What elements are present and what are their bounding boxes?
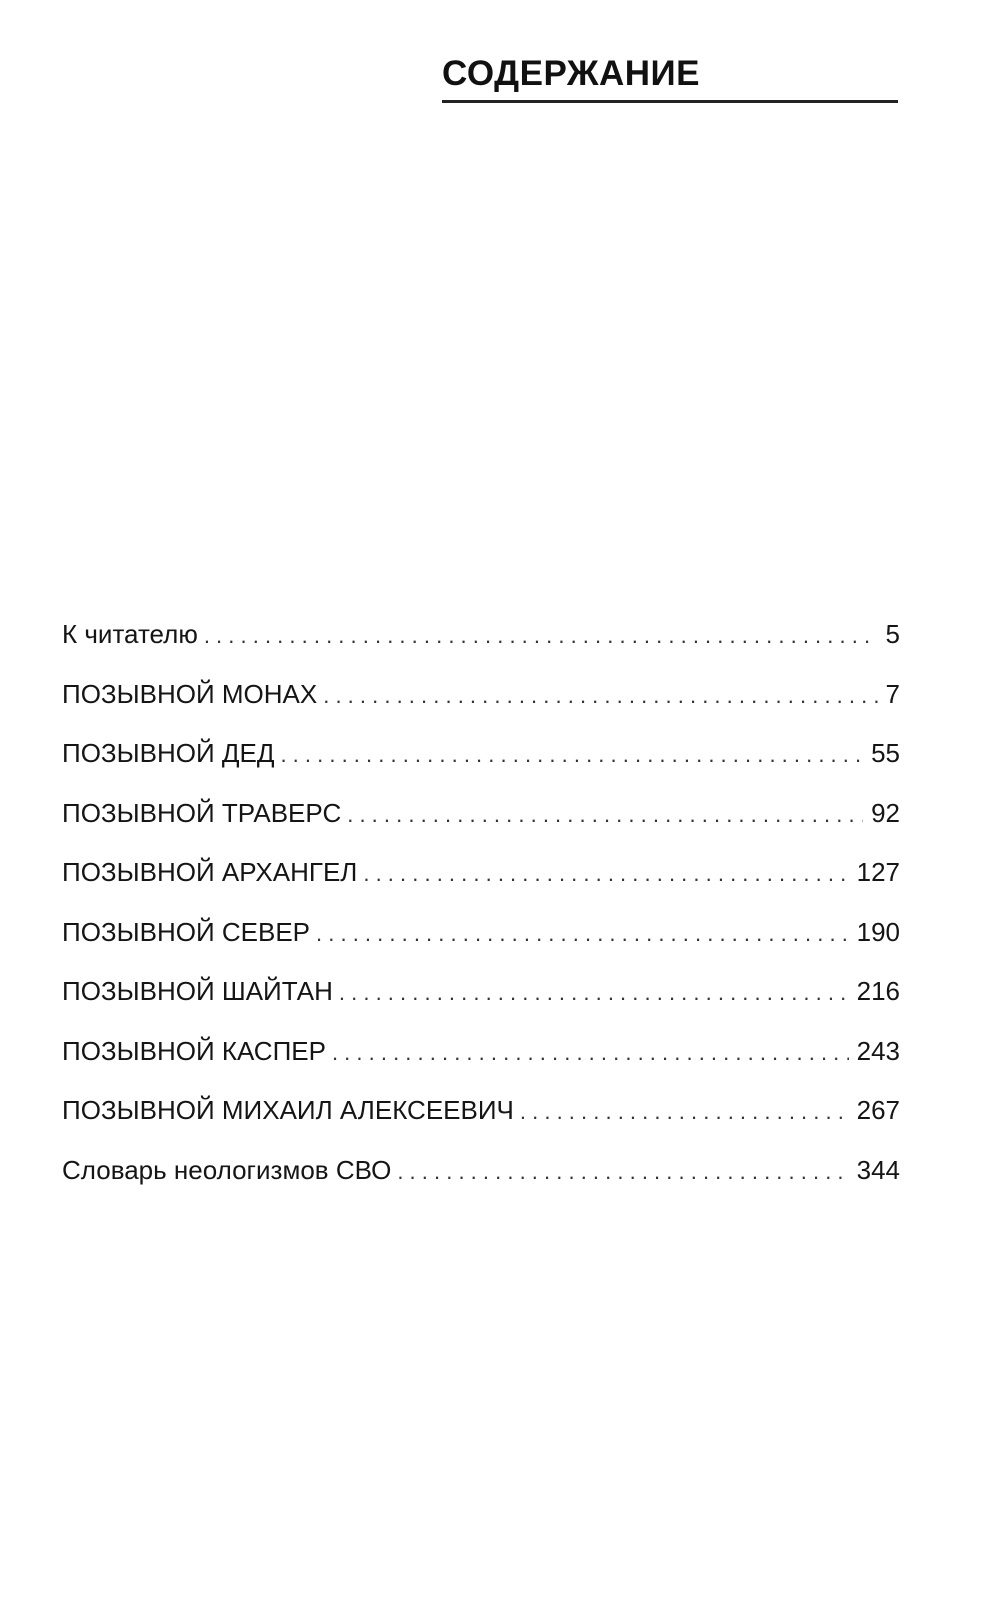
toc-entry	[62, 976, 900, 1036]
toc-page-number: 243	[856, 1035, 900, 1066]
toc-entry	[62, 798, 900, 858]
toc-page-number: 267	[856, 1095, 900, 1125]
toc-entry	[62, 1095, 900, 1155]
toc-entry	[62, 619, 900, 679]
toc-entry	[62, 679, 900, 739]
toc-entry	[62, 738, 900, 798]
dot-leader	[339, 978, 849, 1008]
toc-page-number: 55	[871, 738, 900, 768]
dot-leader	[332, 1038, 849, 1068]
toc-entry-title: ПОЗЫВНОЙ ДЕД	[62, 738, 275, 768]
toc-entry-title: ПОЗЫВНОЙ СЕВЕР	[62, 916, 311, 947]
toc-page-number: 92	[871, 797, 900, 828]
toc-entry-title: Словарь неологизмов СВО	[62, 1154, 392, 1185]
toc-entry	[62, 1036, 900, 1096]
toc-entry-title: ПОЗЫВНОЙ ТРАВЕРС	[62, 797, 342, 828]
toc-page-number: 344	[856, 1154, 900, 1185]
dot-leader	[316, 919, 849, 949]
toc-page-number: 127	[856, 857, 900, 887]
dot-leader	[280, 740, 863, 770]
toc-entry-title: ПОЗЫВНОЙ ШАЙТАН	[62, 976, 333, 1006]
toc-page-number: 216	[856, 976, 900, 1006]
toc-page-number: 190	[856, 916, 900, 947]
dot-leader	[323, 681, 877, 711]
toc-entry-title: К читателю	[62, 619, 198, 649]
toc-entry	[62, 917, 900, 977]
dot-leader	[397, 1157, 848, 1187]
toc-entry-title: ПОЗЫВНОЙ МИХАИЛ АЛЕКСЕЕВИЧ	[62, 1095, 514, 1125]
dot-leader	[363, 859, 848, 889]
toc-page-number: 5	[885, 619, 900, 649]
toc-entry-title: ПОЗЫВНОЙ КАСПЕР	[62, 1035, 326, 1066]
table-of-contents	[62, 619, 900, 1214]
toc-entry	[62, 1155, 900, 1215]
toc-entry	[62, 857, 900, 917]
dot-leader	[520, 1097, 849, 1127]
dot-leader	[347, 800, 863, 830]
title-underline	[442, 100, 898, 103]
page-title: СОДЕРЖАНИЕ	[442, 54, 701, 93]
toc-page-number: 7	[885, 678, 900, 709]
dot-leader	[204, 621, 878, 651]
toc-entry-title: ПОЗЫВНОЙ МОНАХ	[62, 678, 318, 709]
toc-entry-title: ПОЗЫВНОЙ АРХАНГЕЛ	[62, 857, 358, 887]
